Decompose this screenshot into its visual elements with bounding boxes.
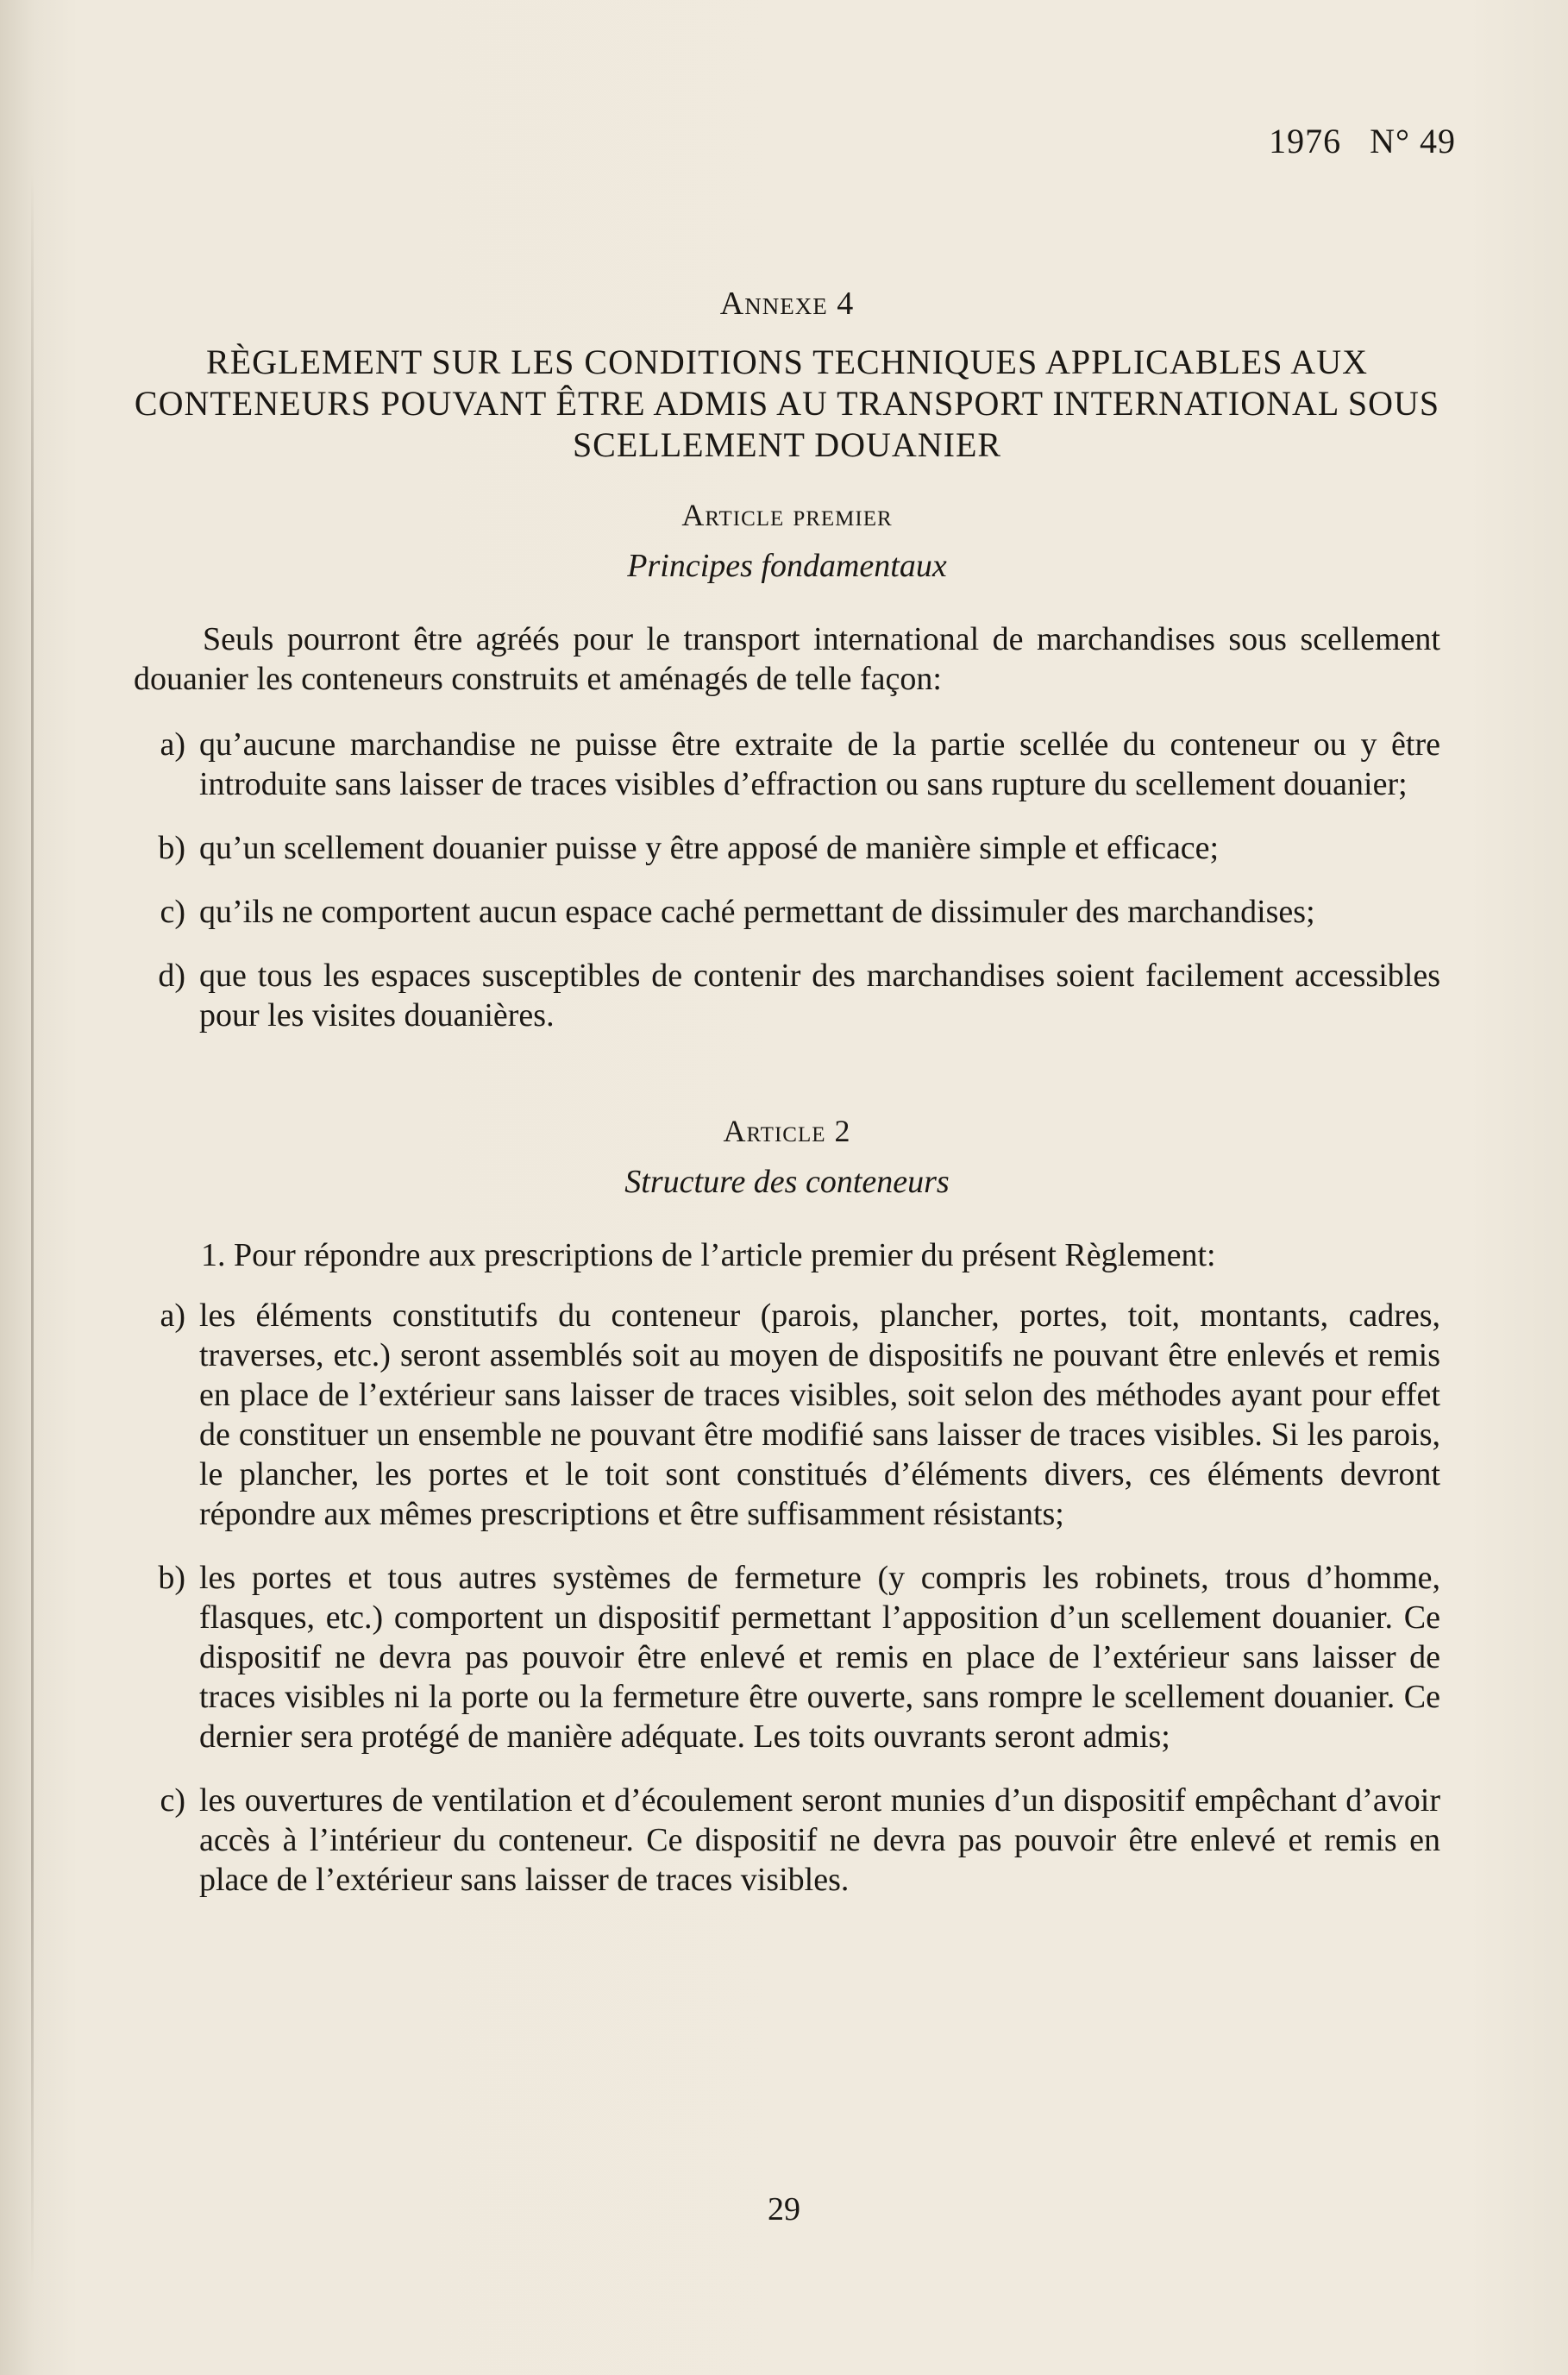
list-item [134, 892, 1440, 932]
page-number: 29 [768, 2191, 800, 2227]
list-item-text: qu’aucune marchandise ne puisse être extraite de la partie scellée du conteneur ou y être introduite sans laisser de traces visibles d’effraction ou sans rupture du scellement douanier; [199, 726, 1440, 802]
list-item [134, 1296, 1440, 1534]
article-2-paragraph-1: 1. Pour répondre aux prescriptions de l’article premier du présent Règlement: [201, 1237, 1216, 1273]
article-1 [134, 497, 1440, 1035]
document-body [134, 285, 1440, 1924]
article-1-subtitle: Principes fondamentaux [627, 548, 947, 584]
list-item [134, 956, 1440, 1035]
list-marker: a) [160, 726, 185, 763]
list-marker: b) [158, 1560, 185, 1596]
list-item [134, 1781, 1440, 1900]
list-item [134, 1558, 1440, 1756]
list-marker: c) [160, 894, 185, 930]
article-2-subtitle: Structure des conteneurs [624, 1164, 950, 1200]
list-marker: d) [158, 958, 185, 994]
list-item-text: les éléments constitutifs du conteneur (parois, plancher, portes, toit, montants, cadres, traverses, etc.) seront assemblés soit au moyen de dispositifs ne pouvant être enlevés et remis en place de l’extérieur sans laisser de traces visibles, soit selon des méthodes ayant pour effet de constituer un ensemble ne pouvant être modifié sans laisser de traces visibles. Si les parois, le plancher, les portes et le toit sont constitués d’éléments divers, ces éléments devront répondre aux mêmes prescriptions et être suffisamment résistants; [199, 1297, 1440, 1532]
article-2-heading: Article 2 [723, 1114, 851, 1148]
page-header [1250, 121, 1456, 161]
document-title: RÈGLEMENT SUR LES CONDITIONS TECHNIQUES APPLICABLES AUX CONTENEURS POUVANT ÊTRE ADMIS AU TRANSPORT INTERNATIONAL SOUS SCELLEMENT DOUANIER [134, 342, 1440, 464]
list-item-text: les portes et tous autres systèmes de fermeture (y compris les robinets, trous d’homme, flasques, etc.) comportent un dispositif permettant l’apposition d’un scellement douanier. Ce dispositif ne devra pas pouvoir être enlevé et remis en place de l’extérieur sans laisser de traces visibles ni la porte ou la fermeture être ouverte, sans rompre le scellement douanier. Ce dernier sera protégé de manière adéquate. Les toits ouvrants seront admis; [199, 1560, 1440, 1755]
list-item-text: qu’un scellement douanier puisse y être apposé de manière simple et efficace; [199, 830, 1220, 866]
binding-gutter [31, 173, 34, 2286]
list-item-text: que tous les espaces susceptibles de contenir des marchandises soient facilement accessibles pour les visites douanières. [199, 958, 1440, 1034]
article-2 [134, 1113, 1440, 1900]
article-1-intro: Seuls pourront être agréés pour le transport international de marchandises sous scellement douanier les conteneurs construits et aménagés de telle façon: [134, 621, 1440, 697]
list-marker: a) [160, 1297, 185, 1334]
list-marker: c) [160, 1782, 185, 1819]
header-number: N° 49 [1370, 122, 1456, 160]
header-year: 1976 [1269, 122, 1342, 160]
list-item-text: les ouvertures de ventilation et d’écoulement seront munies d’un dispositif empêchant d’avoir accès à l’intérieur du conteneur. Ce dispositif ne devra pas pouvoir être enlevé et remis en place de l’extérieur sans laisser de traces visibles. [199, 1782, 1440, 1898]
annexe-label: Annexe 4 [719, 286, 855, 322]
article-1-heading: Article premier [681, 498, 893, 532]
list-marker: b) [158, 830, 185, 866]
list-item-text: qu’ils ne comportent aucun espace caché permettant de dissimuler des marchandises; [199, 894, 1315, 930]
list-item [134, 725, 1440, 804]
list-item [134, 828, 1440, 868]
